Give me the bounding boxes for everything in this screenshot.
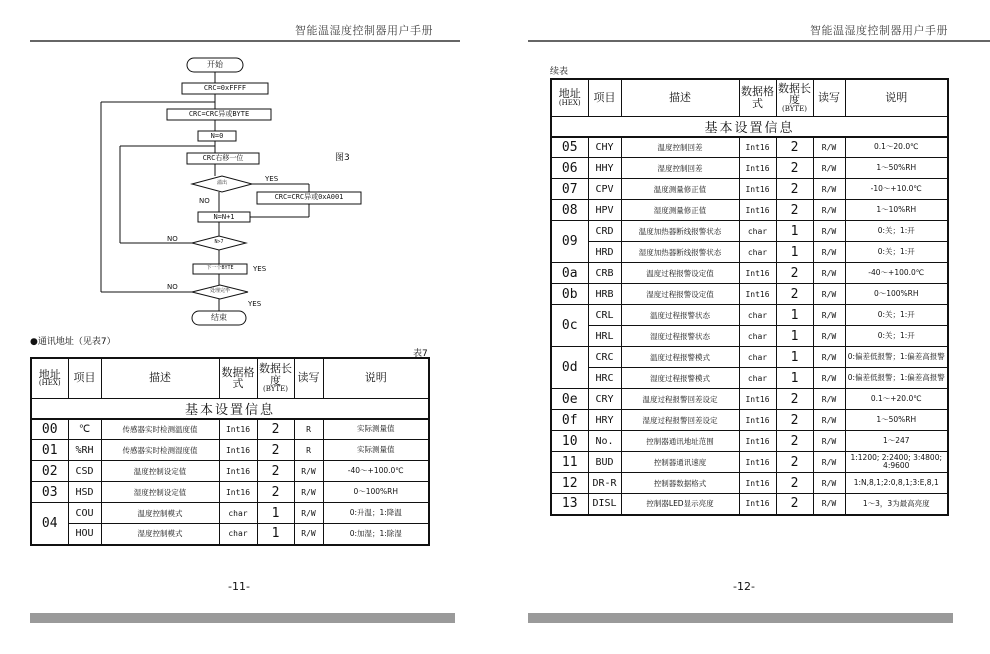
table-row — [551, 221, 948, 242]
cell-desc: 湿度测量修正值 — [621, 200, 739, 221]
cell-note: 0:关；1:开 — [845, 242, 948, 263]
cell-addr: 06 — [551, 158, 588, 179]
col-fmt: 数据格式 — [219, 358, 257, 398]
table-row — [31, 524, 429, 545]
cell-len: 1 — [776, 347, 813, 368]
n-inc-label: N=N+1 — [213, 213, 235, 221]
cell-rw: R/W — [813, 242, 845, 263]
table-row — [551, 368, 948, 389]
col-desc: 描述 — [101, 358, 219, 398]
header-rule — [528, 40, 990, 42]
no-label-3: NO — [167, 283, 178, 291]
cell-fmt: Int16 — [739, 494, 776, 515]
cell-len: 1 — [257, 524, 294, 545]
no-label-1: NO — [199, 197, 210, 205]
cell-addr: 02 — [31, 461, 68, 482]
table-row — [551, 200, 948, 221]
cell-len: 2 — [776, 179, 813, 200]
cell-fmt: Int16 — [739, 137, 776, 158]
cell-note: 1～10%RH — [845, 200, 948, 221]
cell-desc: 控制器通讯速度 — [621, 452, 739, 473]
page-number: -11- — [228, 580, 250, 593]
col-rw: 读写 — [294, 358, 323, 398]
start-label: 开始 — [207, 60, 223, 69]
cell-len: 2 — [776, 494, 813, 515]
cell-fmt: Int16 — [739, 389, 776, 410]
cell-addr: 09 — [551, 221, 588, 263]
table-row — [551, 284, 948, 305]
cell-fmt: Int16 — [739, 158, 776, 179]
cell-item: No. — [588, 431, 621, 452]
cell-fmt: Int16 — [739, 410, 776, 431]
cell-fmt: char — [739, 326, 776, 347]
cell-item: HRB — [588, 284, 621, 305]
cell-addr: 0e — [551, 389, 588, 410]
cell-fmt: Int16 — [739, 452, 776, 473]
cell-fmt: Int16 — [219, 461, 257, 482]
cell-desc: 温度测量修正值 — [621, 179, 739, 200]
yes-label-2: YES — [253, 265, 267, 273]
cell-note: 实际测量值 — [323, 419, 429, 440]
cell-item: CRL — [588, 305, 621, 326]
cell-addr: 11 — [551, 452, 588, 473]
cell-len: 2 — [776, 473, 813, 494]
cell-desc: 温度控制设定值 — [101, 461, 219, 482]
cell-fmt: char — [739, 347, 776, 368]
crc-flowchart — [95, 52, 385, 332]
cell-note: 0:加湿；1:除湿 — [323, 524, 429, 545]
shift-right-label: CRC右移一位 — [202, 154, 244, 162]
cell-len: 1 — [257, 503, 294, 524]
page-number: -12- — [733, 580, 755, 593]
n-check-label: N>7 — [214, 239, 224, 245]
cell-rw: R/W — [813, 368, 845, 389]
cell-item: COU — [68, 503, 101, 524]
table-row — [551, 452, 948, 473]
register-table-left — [30, 357, 430, 546]
init-crc-label: CRC=0xFFFF — [203, 84, 247, 92]
cell-rw: R/W — [813, 494, 845, 515]
cell-note: 0.1～+20.0℃ — [845, 389, 948, 410]
header-rule — [30, 40, 460, 42]
cell-desc: 控制器通讯地址范围 — [621, 431, 739, 452]
cell-rw: R/W — [813, 389, 845, 410]
yes-label-1: YES — [265, 175, 279, 183]
cell-desc: 温度加热器断线报警状态 — [621, 221, 739, 242]
cell-fmt: char — [219, 524, 257, 545]
cell-fmt: Int16 — [739, 431, 776, 452]
cell-item: DR-R — [588, 473, 621, 494]
cell-addr: 0f — [551, 410, 588, 431]
cell-item: CHY — [588, 137, 621, 158]
cell-note: -40～+100.0℃ — [323, 461, 429, 482]
cell-desc: 湿度控制回差 — [621, 158, 739, 179]
cell-desc: 温度过程报警设定值 — [621, 263, 739, 284]
figure-label: 图3 — [335, 153, 350, 163]
xor-byte-label: CRC=CRC异或BYTE — [188, 110, 250, 118]
cell-addr: 13 — [551, 494, 588, 515]
cell-len: 2 — [776, 263, 813, 284]
cell-len: 1 — [776, 305, 813, 326]
table-row — [551, 389, 948, 410]
cell-fmt: Int16 — [219, 440, 257, 461]
cell-len: 2 — [776, 284, 813, 305]
no-label-2: NO — [167, 235, 178, 243]
cell-item: HHY — [588, 158, 621, 179]
cell-note: 1～50%RH — [845, 410, 948, 431]
table-row — [551, 431, 948, 452]
end-label: 结束 — [211, 313, 227, 322]
cell-item: CSD — [68, 461, 101, 482]
table-row — [551, 158, 948, 179]
cell-item: HSD — [68, 482, 101, 503]
cell-desc: 湿度过程报警模式 — [621, 368, 739, 389]
cell-rw: R/W — [813, 179, 845, 200]
cell-addr: 08 — [551, 200, 588, 221]
table-caption: 续表 — [550, 67, 569, 77]
col-addr: 地址 (HEX) — [551, 79, 588, 116]
yes-label-3: YES — [248, 300, 262, 308]
cell-rw: R/W — [813, 284, 845, 305]
col-desc: 描述 — [621, 79, 739, 116]
cell-desc: 湿度过程报警设定值 — [621, 284, 739, 305]
left-page — [0, 0, 490, 654]
table-row — [551, 137, 948, 158]
table-row — [551, 326, 948, 347]
cell-note: 1:1200; 2:2400; 3:4800; 4:9600 — [845, 452, 948, 473]
cell-rw: R/W — [813, 137, 845, 158]
cell-len: 1 — [776, 242, 813, 263]
table-row — [551, 242, 948, 263]
cell-desc: 控制器数据格式 — [621, 473, 739, 494]
footer-bar — [528, 613, 953, 623]
cell-rw: R/W — [813, 200, 845, 221]
col-addr: 地址 (HEX) — [31, 358, 68, 398]
col-item: 项目 — [68, 358, 101, 398]
next-byte-label: 下一个BYTE — [206, 265, 234, 271]
cell-addr: 04 — [31, 503, 68, 545]
cell-len: 2 — [776, 452, 813, 473]
cell-note: 1:N,8,1;2:0,8,1;3:E,8,1 — [845, 473, 948, 494]
cell-len: 2 — [257, 440, 294, 461]
cell-addr: 0d — [551, 347, 588, 389]
done-label: 处理完毕 — [209, 288, 230, 294]
cell-addr: 12 — [551, 473, 588, 494]
cell-item: HRC — [588, 368, 621, 389]
cell-addr: 07 — [551, 179, 588, 200]
cell-item: CRD — [588, 221, 621, 242]
cell-item: BUD — [588, 452, 621, 473]
cell-desc: 温度过程报警模式 — [621, 347, 739, 368]
cell-desc: 温度控制回差 — [621, 137, 739, 158]
table-row — [31, 419, 429, 440]
cell-item: CRY — [588, 389, 621, 410]
section-title: 基本设置信息 — [31, 398, 429, 419]
cell-len: 2 — [776, 137, 813, 158]
cell-rw: R/W — [813, 431, 845, 452]
cell-addr: 10 — [551, 431, 588, 452]
cell-fmt: char — [739, 242, 776, 263]
cell-desc: 温度过程报警回差设定 — [621, 389, 739, 410]
cell-note: 1～50%RH — [845, 158, 948, 179]
col-fmt: 数据格式 — [739, 79, 776, 116]
right-table-body — [551, 137, 948, 515]
col-item: 项目 — [588, 79, 621, 116]
cell-rw: R — [294, 440, 323, 461]
cell-rw: R/W — [813, 410, 845, 431]
cell-fmt: char — [219, 503, 257, 524]
header-title: 智能温湿度控制器用户手册 — [295, 24, 433, 37]
table-row — [551, 179, 948, 200]
cell-note: 0:关；1:开 — [845, 221, 948, 242]
right-page — [500, 0, 990, 654]
cell-addr: 05 — [551, 137, 588, 158]
table-row — [31, 482, 429, 503]
cell-desc: 温度控制模式 — [101, 503, 219, 524]
cell-note: 0:升温；1:降温 — [323, 503, 429, 524]
cell-item: ℃ — [68, 419, 101, 440]
cell-item: %RH — [68, 440, 101, 461]
register-table-right — [550, 78, 949, 516]
left-table-body — [31, 419, 429, 545]
cell-desc: 传感器实时检测湿度值 — [101, 440, 219, 461]
table-row — [551, 473, 948, 494]
cell-desc: 传感器实时检测温度值 — [101, 419, 219, 440]
col-len: 数据长度 (BYTE) — [257, 358, 294, 398]
cell-len: 2 — [776, 410, 813, 431]
cell-len: 1 — [776, 368, 813, 389]
cell-item: CRB — [588, 263, 621, 284]
cell-note: 0～100%RH — [845, 284, 948, 305]
cell-note: -40～+100.0℃ — [845, 263, 948, 284]
cell-len: 2 — [776, 158, 813, 179]
cell-rw: R/W — [294, 503, 323, 524]
cell-rw: R/W — [813, 305, 845, 326]
cell-rw: R/W — [813, 452, 845, 473]
cell-note: 0:偏差低报警；1:偏差高报警 — [845, 347, 948, 368]
cell-item: HOU — [68, 524, 101, 545]
cell-addr: 03 — [31, 482, 68, 503]
cell-addr: 0a — [551, 263, 588, 284]
cell-len: 2 — [257, 482, 294, 503]
table-row — [551, 410, 948, 431]
cell-len: 2 — [776, 200, 813, 221]
table-row — [551, 494, 948, 515]
cell-rw: R/W — [813, 326, 845, 347]
cell-rw: R/W — [813, 158, 845, 179]
section-caption: ●通讯地址（见表7） — [30, 337, 116, 347]
cell-item: HRL — [588, 326, 621, 347]
cell-item: DISL — [588, 494, 621, 515]
col-note: 说明 — [845, 79, 948, 116]
cell-item: HRD — [588, 242, 621, 263]
cell-addr: 0c — [551, 305, 588, 347]
cell-rw: R/W — [294, 482, 323, 503]
cell-note: 0:偏差低报警；1:偏差高报警 — [845, 368, 948, 389]
cell-note: 0.1～20.0℃ — [845, 137, 948, 158]
cell-desc: 湿度过程报警回差设定 — [621, 410, 739, 431]
cell-note: 实际测量值 — [323, 440, 429, 461]
cell-fmt: Int16 — [219, 482, 257, 503]
table-row — [551, 347, 948, 368]
cell-rw: R/W — [813, 221, 845, 242]
cell-desc: 温度过程报警状态 — [621, 305, 739, 326]
cell-desc: 湿度控制模式 — [101, 524, 219, 545]
cell-desc: 湿度加热器断线报警状态 — [621, 242, 739, 263]
cell-len: 2 — [257, 461, 294, 482]
table-row — [551, 305, 948, 326]
cell-rw: R/W — [813, 473, 845, 494]
col-rw: 读写 — [813, 79, 845, 116]
cell-fmt: Int16 — [219, 419, 257, 440]
table-caption: 表7 — [413, 349, 428, 359]
cell-desc: 控制器LED显示亮度 — [621, 494, 739, 515]
cell-fmt: Int16 — [739, 179, 776, 200]
col-len: 数据长度 (BYTE) — [776, 79, 813, 116]
cell-addr: 01 — [31, 440, 68, 461]
cell-fmt: Int16 — [739, 473, 776, 494]
table-row — [31, 440, 429, 461]
n-zero-label: N=0 — [210, 132, 224, 140]
table-row — [31, 503, 429, 524]
cell-rw: R/W — [813, 347, 845, 368]
cell-rw: R — [294, 419, 323, 440]
cell-note: 1～3，3为最高亮度 — [845, 494, 948, 515]
cell-len: 2 — [776, 431, 813, 452]
cell-note: 1～247 — [845, 431, 948, 452]
cell-fmt: Int16 — [739, 263, 776, 284]
cell-len: 1 — [776, 221, 813, 242]
cell-fmt: Int16 — [739, 200, 776, 221]
cell-addr: 00 — [31, 419, 68, 440]
cell-note: -10～+10.0℃ — [845, 179, 948, 200]
overflow-label: 溢出 — [216, 180, 227, 186]
header-title: 智能温湿度控制器用户手册 — [810, 24, 948, 37]
footer-bar — [30, 613, 455, 623]
cell-fmt: Int16 — [739, 284, 776, 305]
cell-rw: R/W — [294, 461, 323, 482]
table-row — [31, 461, 429, 482]
xor-poly-label: CRC=CRC异或0xA001 — [274, 193, 344, 201]
cell-note: 0～100%RH — [323, 482, 429, 503]
table-row — [551, 263, 948, 284]
cell-fmt: char — [739, 221, 776, 242]
cell-len: 1 — [776, 326, 813, 347]
col-note: 说明 — [323, 358, 429, 398]
cell-len: 2 — [776, 389, 813, 410]
cell-item: CPV — [588, 179, 621, 200]
cell-note: 0:关；1:开 — [845, 326, 948, 347]
cell-rw: R/W — [294, 524, 323, 545]
cell-fmt: char — [739, 368, 776, 389]
cell-len: 2 — [257, 419, 294, 440]
cell-item: HRY — [588, 410, 621, 431]
section-title: 基本设置信息 — [551, 116, 948, 137]
cell-desc: 湿度过程报警状态 — [621, 326, 739, 347]
cell-item: HPV — [588, 200, 621, 221]
cell-item: CRC — [588, 347, 621, 368]
cell-rw: R/W — [813, 263, 845, 284]
cell-note: 0:关；1:开 — [845, 305, 948, 326]
cell-fmt: char — [739, 305, 776, 326]
cell-addr: 0b — [551, 284, 588, 305]
cell-desc: 湿度控制设定值 — [101, 482, 219, 503]
